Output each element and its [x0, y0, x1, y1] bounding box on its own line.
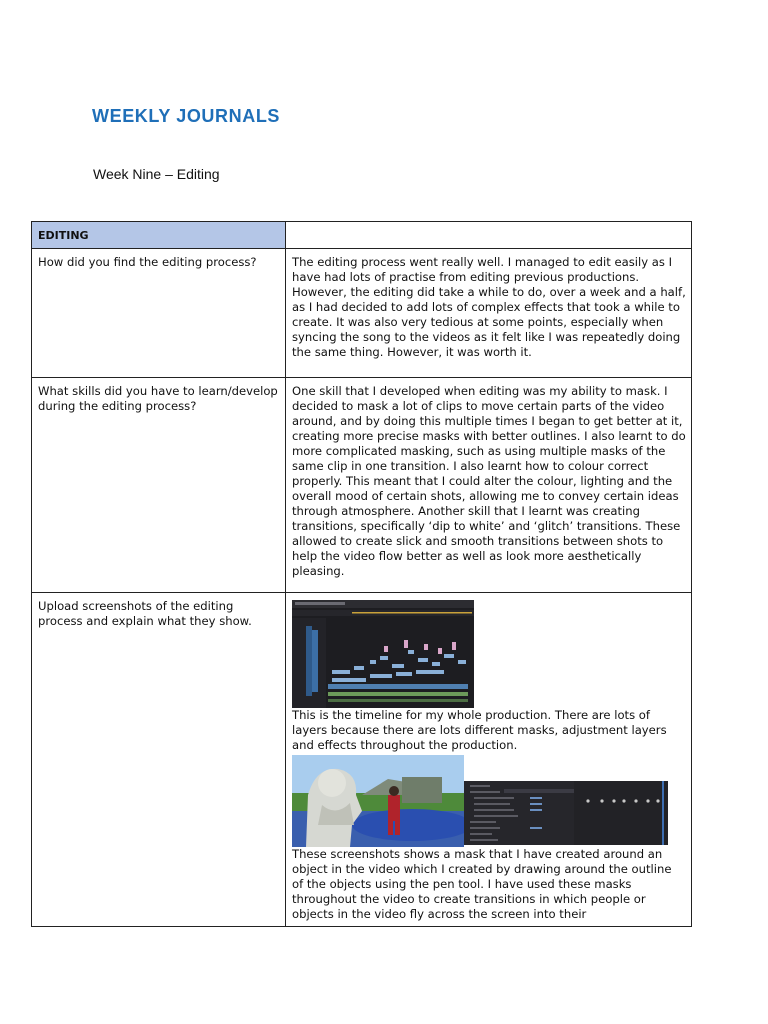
- table-row: [32, 378, 692, 593]
- table-row: [32, 249, 692, 378]
- editing-header-cell: EDITING: [32, 222, 286, 249]
- mask-photo-image: [292, 755, 464, 847]
- answer-cell: One skill that I developed when editing was my ability to mask. I decided to mask a lot of clips to move certain parts of the video around, and by doing this multiple times I began to get better at it, creating more precise masks with better outlines. I also learnt to do more complicated masking, such as using multiple masks of the same clip in one transition. I also learnt how to colour correct properly. This meant that I could alter the colour, lighting and the overall mood of certain shots, allowing me to convey certain ideas through atmosphere. Another skill that I learnt was creating transitions, specifically ‘dip to white’ and ‘glitch’ transitions. These allowed to create slick and smooth transitions between shots to help the video flow better as well as look more aesthetically pleasing.: [286, 378, 692, 593]
- timeline-caption: This is the timeline for my whole production. There are lots of layers because there are lots different masks, adjustment layers and effects throughout the production.: [292, 708, 667, 752]
- week-title: Week Nine – Editing: [93, 166, 220, 182]
- mask-photo-screenshot: [292, 755, 464, 847]
- empty-header-cell: [286, 222, 692, 249]
- table-header-row: [32, 222, 692, 249]
- table-row: [32, 593, 692, 927]
- question-cell: What skills did you have to learn/develop during the editing process?: [32, 378, 286, 593]
- effect-controls-screenshot: [464, 781, 668, 845]
- timeline-screenshot: [292, 600, 474, 708]
- document-heading: WEEKLY JOURNALS: [92, 106, 281, 126]
- mask-caption: These screenshots shows a mask that I have created around an object in the video which I created by drawing around the outline of the objects using the pen tool. I have used these masks throughout the video to create transitions in which people or objects in the video fly across the screen into their: [292, 847, 672, 921]
- mask-screenshots: [292, 755, 686, 847]
- answer-cell: [286, 593, 692, 927]
- timeline-screenshot-image: [292, 600, 474, 708]
- answer-cell: The editing process went really well. I managed to edit easily as I have had lots of practise from editing previous productions. However, the editing did take a while to do, over a week and a half, as I had decided to add lots of complex effects that took a while to create. It was also very tedious at some points, especially when syncing the song to the videos as it felt like I was repeatedly doing the same thing. However, it was worth it.: [286, 249, 692, 378]
- question-cell: Upload screenshots of the editing process and explain what they show.: [32, 593, 286, 927]
- question-cell: How did you find the editing process?: [32, 249, 286, 378]
- effect-controls-image: [464, 781, 668, 845]
- journal-table: [31, 221, 692, 927]
